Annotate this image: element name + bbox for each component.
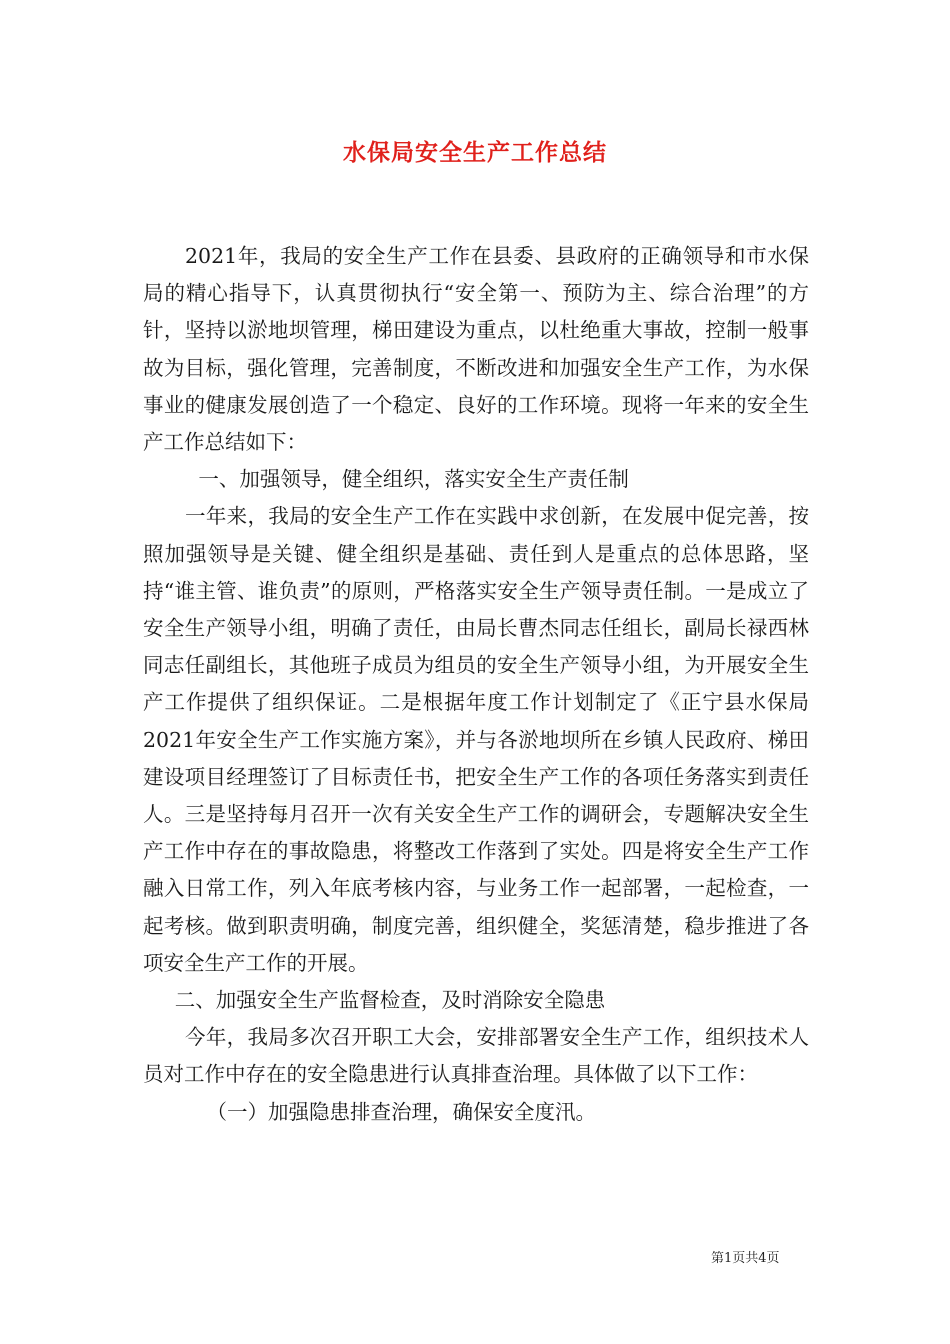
- paragraph-section-1: 一年来，我局的安全生产工作在实践中求创新，在发展中促完善，按照加强领导是关键、健全组织是基础、责任到人是重点的总体思路，坚持“谁主管、谁负责”的原则，严格落实安全生产领导责任制。一是成立了安全生产领导小组，明确了责任，由局长曹杰同志任组长，副局长禄西林同志任副组长，其他班子成员为组员的安全生产领导小组，为开展安全生产工作提供了组织保证。二是根据年度工作计划制定了《正宁县水保局2021年安全生产工作实施方案》，并与各淤地坝所在乡镇人民政府、梯田建设项目经理签订了目标责任书，把安全生产工作的各项任务落实到责任人。三是坚持每月召开一次有关安全生产工作的调研会，专题解决安全生产工作中存在的事故隐患，将整改工作落到了实处。四是将安全生产工作融入日常工作，列入年底考核内容，与业务工作一起部署，一起检查，一起考核。做到职责明确，制度完善，组织健全，奖惩清楚，稳步推进了各项安全生产工作的开展。: [143, 504, 809, 975]
- document-title: 水保局安全生产工作总结: [343, 140, 607, 166]
- section-heading-1: 一、加强领导，健全组织，落实安全生产责任制: [198, 467, 629, 492]
- section-heading-2: 二、加强安全生产监督检查，及时消除安全隐患: [174, 988, 606, 1013]
- subsection-heading-1: （一）加强隐患排查治理，确保安全度汛。: [206, 1099, 597, 1124]
- document-body: [143, 238, 809, 1131]
- paragraph-intro: 2021年，我局的安全生产工作在县委、县政府的正确领导和市水保局的精心指导下，认真贯彻执行“安全第一、预防为主、综合治理”的方针，坚持以淤地坝管理，梯田建设为重点，以杜绝重大事故，控制一般事故为目标，强化管理，完善制度，不断改进和加强安全生产工作，为水保事业的健康发展创造了一个稳定、良好的工作环境。现将一年来的安全生产工作总结如下：: [143, 244, 809, 455]
- page-number: 第1页共4页: [711, 1251, 780, 1266]
- paragraph-section-2: 今年，我局多次召开职工大会，安排部署安全生产工作，组织技术人员对工作中存在的安全隐患进行认真排查治理。具体做了以下工作：: [143, 1025, 809, 1087]
